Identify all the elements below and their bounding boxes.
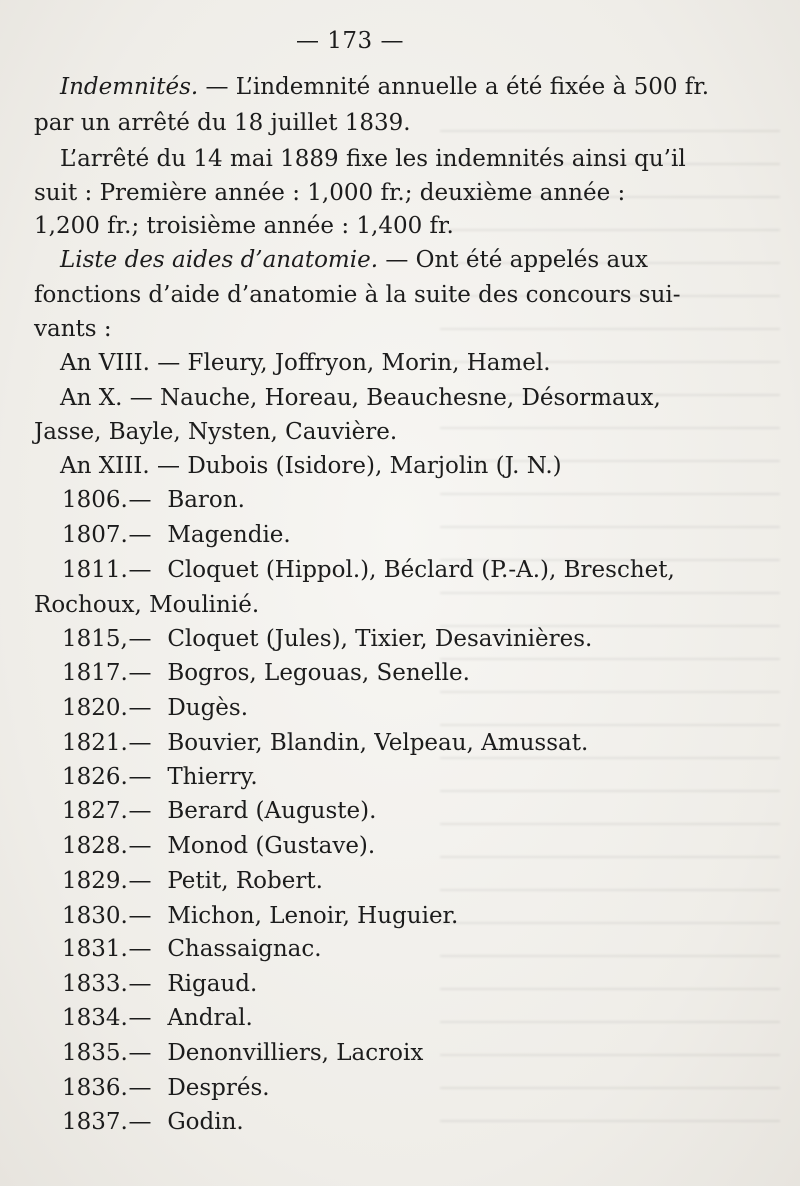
entry-dash: — [128,971,152,997]
entry-names: Chassaignac. [167,936,322,962]
liste-line-3: vants : [34,316,112,342]
liste-text-1: — Ont été appelés aux [385,247,648,273]
entry-year: 1829. [62,868,128,894]
entry-1826 [62,766,258,789]
entry-1821 [62,732,588,755]
entry-names: Bouvier, Blandin, Velpeau, Amussat. [167,730,589,756]
entry-year: An VIII. [60,350,150,376]
entry-dash: — [128,695,152,721]
entry-1836 [62,1077,270,1100]
indemnites-text-1: — L’indemnité annuelle a été fixée à 500 fr. [205,74,710,100]
entry-names: Nauche, Horeau, Beauchesne, Désormaux, [160,385,661,411]
entry-dash: — [157,350,181,376]
liste-label: Liste des aides d’anatomie. [60,247,379,273]
entry-year: 1811. [62,557,128,583]
entry-1829 [62,870,323,893]
entry-names: Baron. [167,487,245,513]
entry-dash: — [128,557,152,583]
page-number: — 173 — [295,28,405,54]
entry-dash: — [128,626,152,652]
liste-line-2: fonctions d’aide d’anatomie à la suite des concours sui- [34,282,681,308]
arrete-line-2-text: suit : Première année : 1,000 fr.; deuxième année : [34,180,626,206]
entry-names: Després. [167,1075,270,1101]
entry-names: Cloquet (Jules), Tixier, Desavinières. [167,626,593,652]
entry-1828 [62,835,375,858]
entry-dash: — [128,1109,152,1135]
entry-year: 1815, [62,626,128,652]
indemnites-line-2: par un arrêté du 18 juillet 1839. [34,110,411,136]
entry-year: An X. [60,385,123,411]
entry-1830 [62,905,458,928]
entry-dash: — [128,903,152,929]
arrete-line-3: 1,200 fr.; troisième année : 1,400 fr. [34,213,454,239]
entry-year: 1831. [62,936,128,962]
indemnites-label: Indemnités. [60,74,199,100]
entry-dash: — [128,868,152,894]
entry-dash: — [128,730,152,756]
entry-an-x [60,387,661,410]
entry-dash: — [157,453,180,479]
entry-1827 [62,800,376,823]
entry-names: Dubois (Isidore), Marjolin (J. N.) [187,453,562,479]
entry-1834 [62,1007,253,1030]
entry-dash: — [128,522,152,548]
entry-an-viii [60,352,551,375]
entry-names: Dugès. [167,695,249,721]
entry-names: Fleury, Joffryon, Morin, Hamel. [187,350,551,376]
entry-1820 [62,697,248,720]
entry-year: 1817. [62,660,128,686]
entry-year: 1837. [62,1109,128,1135]
entry-year: An XIII. [60,453,150,479]
entry-an-x-continuation: Jasse, Bayle, Nysten, Cauvière. [34,419,398,445]
entry-dash: — [128,660,152,686]
entry-dash: — [128,833,152,859]
entry-names: Petit, Robert. [167,868,323,894]
entry-names: Andral. [167,1005,253,1031]
entry-year: 1820. [62,695,128,721]
indemnites-line-1 [60,76,709,99]
entry-1835 [62,1042,423,1065]
entry-year: 1806. [62,487,128,513]
entry-an-xiii [60,455,562,478]
entry-year: 1835. [62,1040,128,1066]
entry-names: Denonvilliers, Lacroix [167,1040,424,1066]
entry-dash: — [128,1075,152,1101]
entry-year: 1807. [62,522,128,548]
entry-names: Godin. [167,1109,244,1135]
entry-1806 [62,489,245,512]
arrete-line-2 [34,182,668,205]
entry-names: Cloquet (Hippol.), Béclard (P.-A.), Breschet, [167,557,675,583]
entry-1831 [62,938,322,961]
entry-names: Monod (Gustave). [167,833,376,859]
entry-dash: — [128,764,152,790]
entry-1811-continuation: Rochoux, Moulinié. [34,592,260,618]
entry-1807 [62,524,291,547]
entry-names: Berard (Auguste). [167,798,377,824]
entry-year: 1827. [62,798,128,824]
arrete-line-1: L’arrêté du 14 mai 1889 fixe les indemnités ainsi qu’il [60,146,686,172]
entry-year: 1836. [62,1075,128,1101]
entry-year: 1834. [62,1005,128,1031]
entry-1811 [62,559,675,582]
entry-year: 1830. [62,903,128,929]
entry-1817 [62,662,470,685]
entry-dash: — [128,1040,152,1066]
entry-names: Bogros, Legouas, Senelle. [167,660,470,686]
entry-names: Rigaud. [167,971,258,997]
entry-dash: — [128,798,152,824]
liste-line-1 [60,249,648,272]
entry-year: 1826. [62,764,128,790]
entry-dash: — [129,385,153,411]
entry-dash: — [128,1005,152,1031]
entry-year: 1833. [62,971,128,997]
entry-1815 [62,628,592,651]
entry-names: Michon, Lenoir, Huguier. [167,903,459,929]
entry-dash: — [128,487,152,513]
entry-names: Thierry. [167,764,258,790]
entry-dash: — [128,936,152,962]
entry-year: 1828. [62,833,128,859]
entry-1833 [62,973,257,996]
entry-1837 [62,1111,244,1134]
entry-year: 1821. [62,730,128,756]
entry-names: Magendie. [167,522,291,548]
